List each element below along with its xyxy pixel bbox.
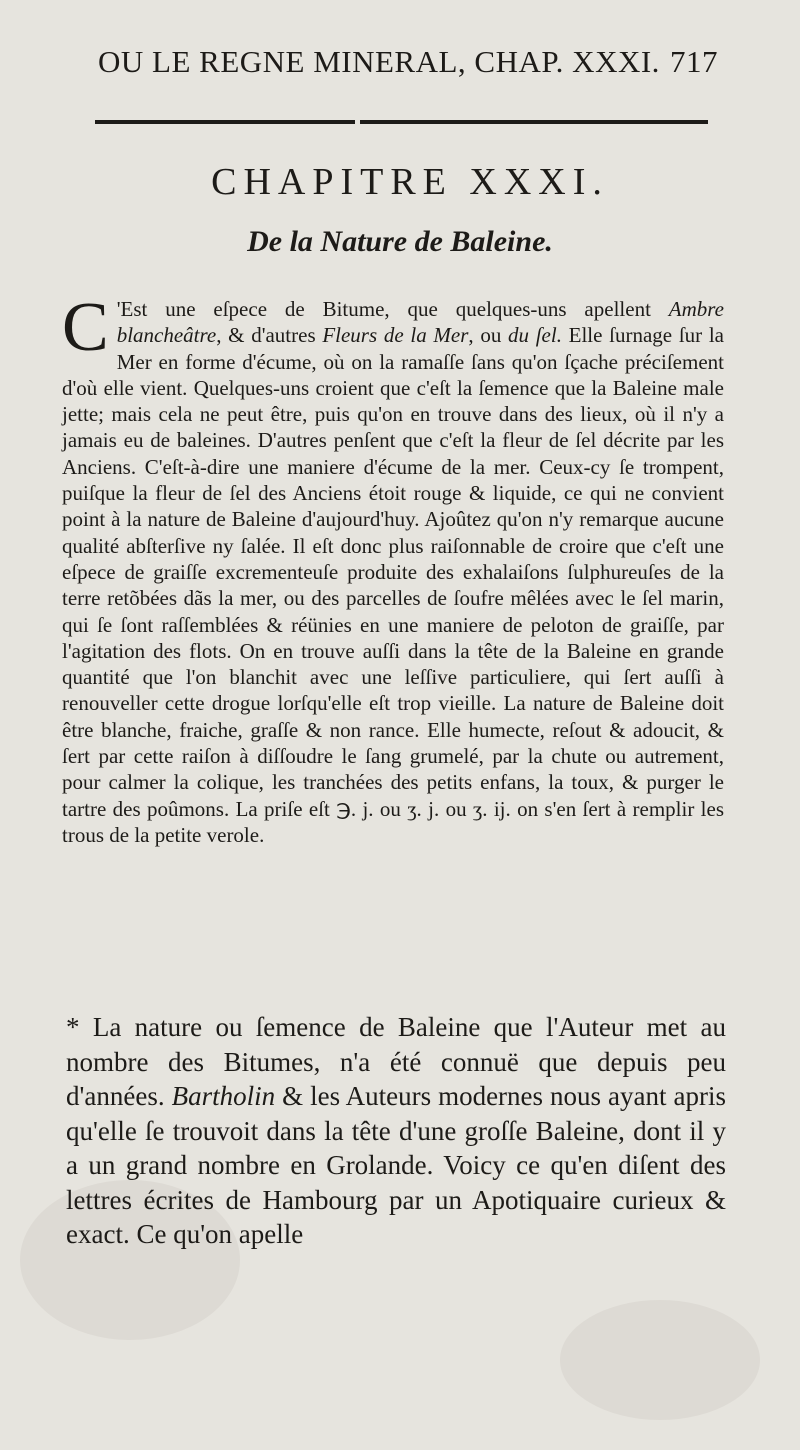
italic-term: Fleurs de la Mer	[322, 323, 469, 348]
paragraph-text: , & d'autres	[216, 323, 323, 348]
italic-term: Ambre blancheâtre	[116, 297, 724, 348]
chapter-subtitle: De la Nature de Baleine.	[247, 225, 553, 258]
running-header	[98, 44, 718, 80]
paragraph-text: 'Est une eſpece de Bitume, que quelques-uns apellent	[116, 297, 669, 321]
paragraph-text: Elle ſurnage ſur la Mer en forme d'écume, où on la ramaſſe ſans qu'on ſçache préciſement d'où elle vient. Quelques-uns croient que c'eſt la ſemence que la Baleine male jette; mais cela ne peut être, puis qu'on en trouve dans des lieux, où il n'y a jamais eu de baleines. D'autres penſent que c'eſt la fleur de ſel décrite par les Anciens. C'eſt-à-dire une maniere d'écume de la mer. Ceux-cy ſe trompent, puiſque la fleur de ſel des Anciens étoit rouge & liquide, ce qui ne convient point à la nature de Baleine d'aujourd'huy. Ajoûtez qu'on n'y remarque aucune qualité abſterſive ny ſalée. Il eſt donc plus raiſonnable de croire que c'eſt une eſpece de graiſſe excrementeuſe produite des exhalaiſons ſulphureuſes de la terre retõbées dãs la mer, ou des parcelles de ſoufre mêlées avec le ſel marin, qui ſe ſont raſſemblées & réünies en une maniere de peloton de graiſſe, par l'agitation des flots. On en trouve auſſi dans la tête de la Baleine en grande quantité que l'on blanchit avec une leſſive particuliere, qui ſert auſſi à renouveller cette drogue lorſqu'elle eſt trop vieille. La nature de Baleine doit être blanche, fraiche, graſſe & non rance. Elle humecte, reſout & adoucit, & ſert par cette raiſon à diſſoudre le ſang grumelé, par la chute ou autrement, pour calmer la colique, les tranchées des petits enfans, la toux, & purger le tartre des poûmons. La priſe eſt ℈. j. ou ʒ. j. ou ʒ. ij. on s'en ſert à remplir les trous de la petite verole.	[62, 323, 724, 847]
note-text: * La nature ou ſemence de Baleine que l'Auteur met au nombre des Bitumes, n'a été connuë que depuis peu d'années.	[66, 1012, 726, 1111]
paragraph-text: , ou	[468, 323, 509, 348]
header-rule-right	[360, 120, 708, 124]
italic-name: Bartholin	[171, 1081, 276, 1111]
page-number: 717	[670, 44, 718, 79]
drop-cap: C	[62, 289, 109, 366]
header-rule-left	[95, 120, 355, 124]
chapter-title: CHAPITRE XXXI.	[211, 161, 609, 203]
paper-stain	[560, 1300, 760, 1420]
italic-term: du ſel.	[508, 323, 562, 348]
note-text: & les Auteurs modernes nous ayant apris qu'elle ſe trouvoit dans la tête d'une groſſe Baleine, dont il y a un grand nombre en Grolande. Voicy ce qu'en diſent des lettres écrites de Hambourg par un Apotiquaire curieux & exact. Ce qu'on apelle	[66, 1081, 726, 1249]
running-title: OU LE REGNE MINERAL, CHAP. XXXI.	[98, 44, 660, 79]
main-paragraph	[62, 289, 724, 848]
annotation-paragraph	[66, 1010, 726, 1252]
